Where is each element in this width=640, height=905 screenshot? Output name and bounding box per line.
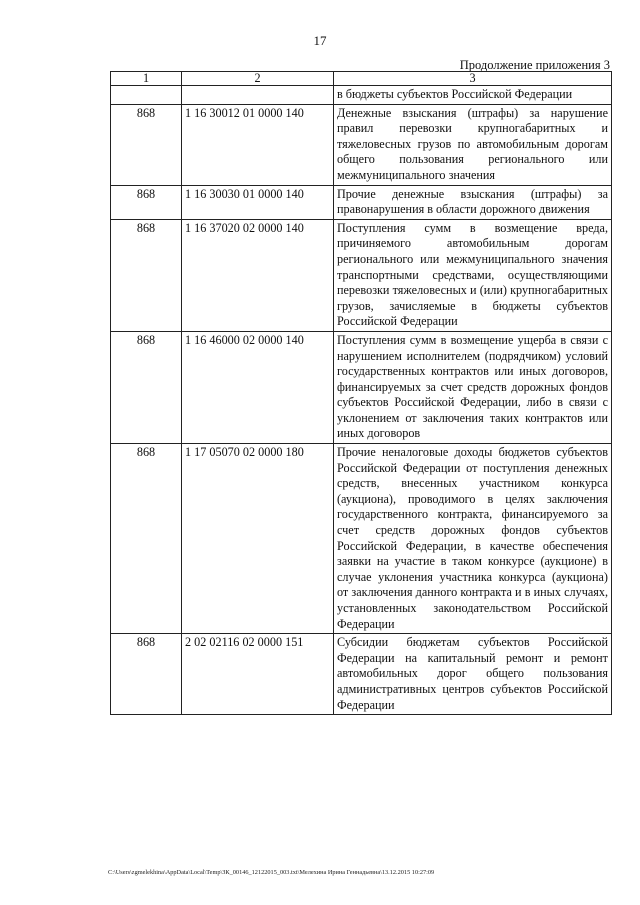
table-header-row: [111, 72, 612, 86]
description-cell: Субсидии бюджетам субъектов Российской Федерации на капитальный ремонт и ремонт автомобильных дорог общего пользования административных центров субъектов Российской Федерации: [334, 634, 612, 715]
admin-code-cell: 868: [111, 634, 182, 715]
description-cell: Поступления сумм в возмещение вреда, причиняемого автомобильным дорогам регионального или межмуниципального значения транспортными средствами, осуществляющими перевозки тяжеловесных и (или) крупногабаритных грузов, зачисляемые в бюджеты субъектов Российской Федерации: [334, 219, 612, 331]
table-row: [111, 219, 612, 331]
description-cell: Поступления сумм в возмещение ущерба в связи с нарушением исполнителем (подрядчиком) условий государственных контрактов или иных договоров, финансируемых за счет средств дорожных фондов субъектов Российской Федерации, либо в связи с уклонением от заключения таких контрактов или иных договоров: [334, 331, 612, 443]
admin-code-cell: 868: [111, 219, 182, 331]
budget-code-cell: 1 16 30012 01 0000 140: [182, 104, 334, 185]
table-row: [111, 86, 612, 105]
continuation-label: Продолжение приложения 3: [459, 58, 610, 72]
revenue-codes-table: [110, 71, 612, 715]
table-row: [111, 331, 612, 443]
admin-code-cell: 868: [111, 104, 182, 185]
table-row: [111, 104, 612, 185]
budget-code-cell: 2 02 02116 02 0000 151: [182, 634, 334, 715]
admin-code-cell: 868: [111, 185, 182, 219]
description-cell: Денежные взыскания (штрафы) за нарушение правил перевозки крупногабаритных и тяжеловесных грузов по автомобильным дорогам общего пользования регионального или межмуниципального значения: [334, 104, 612, 185]
column-header-3: 3: [334, 72, 612, 86]
budget-code-cell: 1 17 05070 02 0000 180: [182, 444, 334, 634]
description-cell: в бюджеты субъектов Российской Федерации: [334, 86, 612, 105]
table-row: [111, 444, 612, 634]
column-header-1: 1: [111, 72, 182, 86]
budget-code-cell: [182, 86, 334, 105]
admin-code-cell: 868: [111, 331, 182, 443]
table-row: [111, 634, 612, 715]
description-cell: Прочие денежные взыскания (штрафы) за правонарушения в области дорожного движения: [334, 185, 612, 219]
admin-code-cell: 868: [111, 444, 182, 634]
admin-code-cell: [111, 86, 182, 105]
page-number: 17: [313, 33, 327, 48]
budget-code-cell: 1 16 30030 01 0000 140: [182, 185, 334, 219]
budget-code-cell: 1 16 37020 02 0000 140: [182, 219, 334, 331]
column-header-2: 2: [182, 72, 334, 86]
description-cell: Прочие неналоговые доходы бюджетов субъектов Российской Федерации от поступления денежных средств, внесенных участником конкурса (аукциона), проводимого в целях заключения государственного контракта, финансируемого за счет средств дорожных фондов субъектов Российской Федерации, в качестве обеспечения заявки на участие в таком конкурсе (аукционе) в случае уклонения участника конкурса (аукциона) от заключения данного контракта и в иных случаях, установленных законодательством Российской Федерации: [334, 444, 612, 634]
table-row: [111, 185, 612, 219]
budget-code-cell: 1 16 46000 02 0000 140: [182, 331, 334, 443]
file-path-footer: C:\Users\zgmelekhina\AppData\Local\Temp\ЗК_00146_12122015_003.txt\Мелехина Ирина Геннадьевна\13.12.2015 10:27:09: [108, 869, 435, 876]
